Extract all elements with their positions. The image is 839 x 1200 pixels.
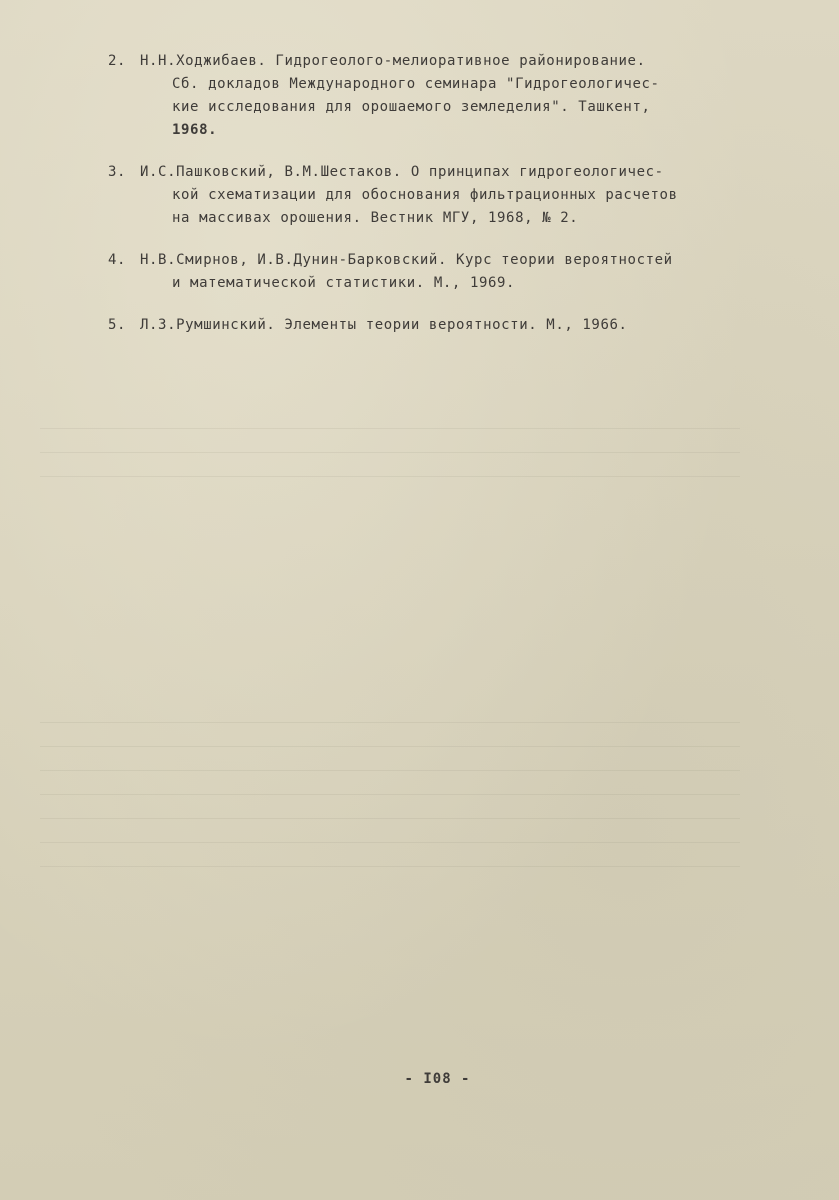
- reference-text-line: кие исследования для орошаемого земледелия". Ташкент,: [172, 99, 651, 115]
- reference-list: [108, 50, 798, 356]
- reference-number: 4.: [108, 252, 127, 268]
- reference-number: 3.: [108, 164, 127, 180]
- page-number: - I08 -: [404, 1071, 471, 1087]
- reference-item: [108, 314, 798, 337]
- reference-item: [108, 249, 798, 295]
- reference-number: 2.: [108, 53, 127, 69]
- show-through-line: [40, 818, 740, 819]
- show-through-line: [40, 842, 740, 843]
- show-through-line: [40, 770, 740, 771]
- show-through-line: [40, 746, 740, 747]
- reference-text-line: Сб. докладов Международного семинара "Гидрогеологичес-: [172, 76, 660, 92]
- reference-number: 5.: [108, 317, 127, 333]
- reference-text-line: 1968.: [172, 122, 218, 138]
- reference-text-line: Н.В.Смирнов, И.В.Дунин-Барковский. Курс теории вероятностей: [140, 252, 673, 268]
- reference-item: [108, 50, 798, 142]
- reference-text-line: Н.Н.Ходжибаев. Гидрогеолого-мелиоративное районирование.: [140, 53, 646, 69]
- reference-text-line: и математической статистики. М., 1969.: [172, 275, 516, 291]
- reference-text-line: на массивах орошения. Вестник МГУ, 1968, № 2.: [172, 210, 579, 226]
- reference-text-line: кой схематизации для обоснования фильтрационных расчетов: [172, 187, 678, 203]
- show-through-line: [40, 428, 740, 429]
- show-through-line: [40, 866, 740, 867]
- show-through-line: [40, 452, 740, 453]
- show-through-line: [40, 794, 740, 795]
- reference-text-line: Л.З.Румшинский. Элементы теории вероятности. М., 1966.: [140, 317, 628, 333]
- reference-item: [108, 161, 798, 230]
- reference-text-line: И.С.Пашковский, В.М.Шестаков. О принципах гидрогеологичес-: [140, 164, 664, 180]
- show-through-line: [40, 476, 740, 477]
- show-through-line: [40, 722, 740, 723]
